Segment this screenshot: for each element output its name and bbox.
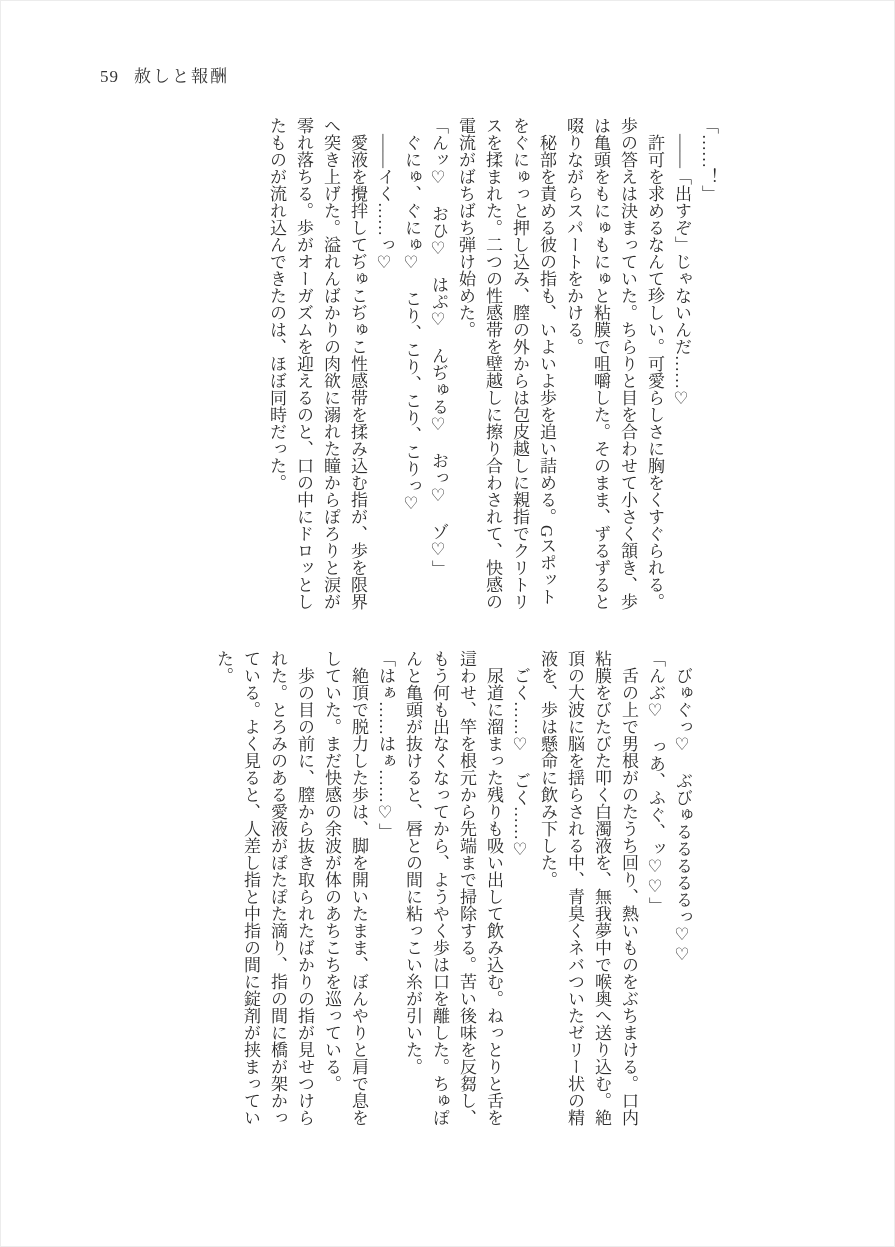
sfx-line: ごく……♡ ごく……♡ bbox=[511, 650, 530, 860]
narrative-paragraph: 秘部を責める彼の指も、いよいよ歩を追い詰める。Gスポットをぐにゅっと押し込み、膣の外からは包皮越しに親指でクリトリスを揉まれた。二つの性感帯を壁越しに擦り合わされて、快感の電流がばちばち弾け始めた。 bbox=[456, 117, 556, 610]
chapter-title: 赦しと報酬 bbox=[134, 67, 229, 86]
sfx-line: びゅぐっ♡ ぶびゅるるるるるっ♡♡ bbox=[673, 650, 692, 965]
dialogue-line: 「んぶ♡ っあ、ふぐ、ッ♡♡」 bbox=[646, 650, 665, 914]
dash-thought-line: ――「出すぞ」じゃないんだ……♡ bbox=[672, 117, 691, 409]
dialogue-line: 「はぁ……はぁ……♡」 bbox=[376, 650, 395, 840]
narrative-paragraph: 許可を求めるなんて珍しい。可愛らしさに胸をくすぐられる。歩の答えは決まっていた。ちらりと目を合わせて小さく頷き、歩は亀頭をもにゅもにゅと粘膜で咀嚼した。そのまま、ずるずると啜りながらスパートをかける。 bbox=[564, 117, 664, 610]
upper-text-block bbox=[263, 117, 722, 611]
narrative-paragraph: 尿道に溜まった残りも吸い出して飲み込む。ねっとりと舌を這わせ、竿を根元から先端まで掃除する。苦い後味を反芻し、もう何も出なくなってから、ようやく歩は口を離した。ちゅぽんと亀頭が抜けると、唇との間に粘っこい糸が引いた。 bbox=[403, 650, 503, 1126]
page-number: 59 bbox=[100, 67, 119, 86]
narrative-paragraph: 歩の目の前に、膣から抜き取られたばかりの指が見せつけられた。とろみのある愛液がぽたぽた滴り、指の間に橋が架かっている。よく見ると、人差し指と中指の間に錠剤が挟まっていた。 bbox=[214, 650, 314, 1126]
dialogue-exclaim-line: 「……！」 bbox=[699, 117, 718, 202]
narrative-paragraph: 絶頂で脱力した歩は、脚を開いたまま、ぼんやりと肩で息をしていた。まだ快感の余波が体のあちこちを巡っている。 bbox=[322, 650, 368, 1126]
narrative-paragraph: 愛液を攪拌してぢゅこぢゅこ性感帯を揉み込む指が、歩を限界へ突き上げた。溢れんばかりの肉欲に溺れた瞳からぽろりと涙が零れ落ちる。歩がオーガズムを迎えるのと、口の中にドロッとしたものが流れ込んできたのは、ほぼ同時だった。 bbox=[267, 117, 367, 610]
lower-text-block bbox=[210, 650, 696, 1127]
dialogue-line: 「んッ♡ おひ♡ はぷ♡ んぢゅる♡ おっ♡ ゾ♡」 bbox=[429, 117, 448, 577]
sfx-line: ぐにゅ、ぐにゅ♡ こり、こり、こり、こりっ♡ bbox=[402, 117, 421, 514]
dash-climax-line: ――イく……っ♡ bbox=[375, 117, 394, 273]
narrative-paragraph: 舌の上で男根がのたうち回り、熱いものをぶちまける。口内粘膜をびたびた叩く白濁液を、無我夢中で喉奥へ送り込む。絶頂の大波に脳を揺らされる中、青臭くネバついたゼリー状の精液を、歩は懸命に飲み下した。 bbox=[538, 650, 638, 1126]
running-head bbox=[100, 62, 229, 87]
